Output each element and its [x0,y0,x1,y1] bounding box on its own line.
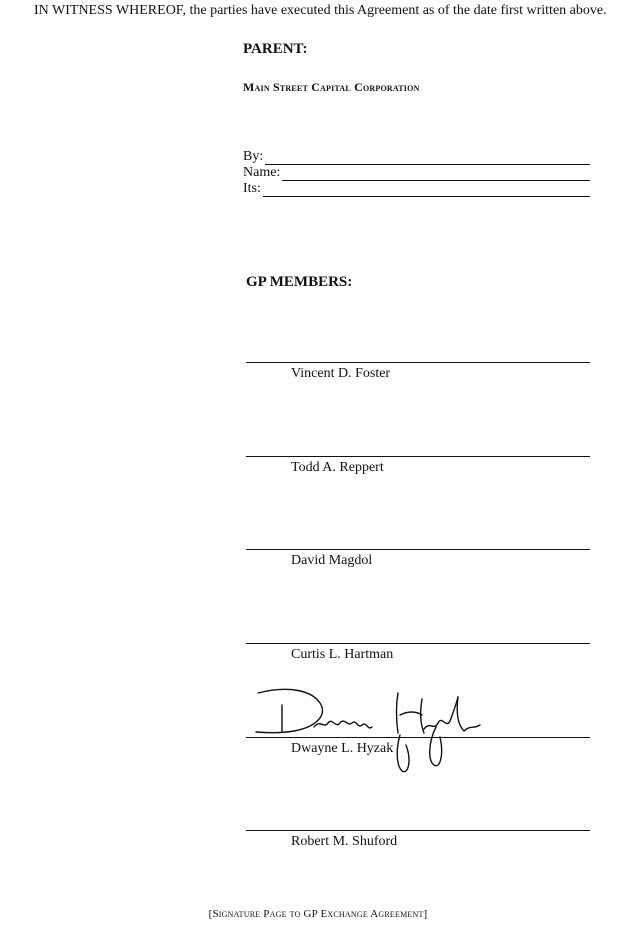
signatory-name: Vincent D. Foster [291,366,391,381]
name-line [282,168,590,181]
parent-heading: PARENT: [243,41,308,57]
by-label: By: [243,149,264,164]
page-footer: [Signature Page to GP Exchange Agreement] [208,908,428,920]
name-label: Name: [243,165,281,180]
parent-company-name: Main Street Capital Corporation [243,80,420,94]
signature-line [246,549,590,550]
name-field [243,165,590,181]
signature-line [246,830,590,831]
signature-line [246,456,590,457]
its-line [263,184,590,197]
signatory-name: Todd A. Reppert [291,460,384,475]
witness-clause: IN WITNESS WHEREOF, the parties have executed this Agreement as of the date first written above. [34,3,607,18]
signatory-name: Robert M. Shuford [291,834,398,849]
handwritten-signature [250,685,490,780]
gp-members-heading: GP MEMBERS: [246,274,353,290]
signatory-name: Dwayne L. Hyzak [291,741,394,756]
signature-line [246,643,590,644]
by-field [243,149,590,165]
its-field [243,181,590,197]
signature-line [246,362,590,363]
signatory-name: Curtis L. Hartman [291,647,394,662]
by-line [265,152,590,165]
parent-signature-fields [243,149,590,197]
its-label: Its: [243,181,261,196]
signatory-name: David Magdol [291,553,373,568]
